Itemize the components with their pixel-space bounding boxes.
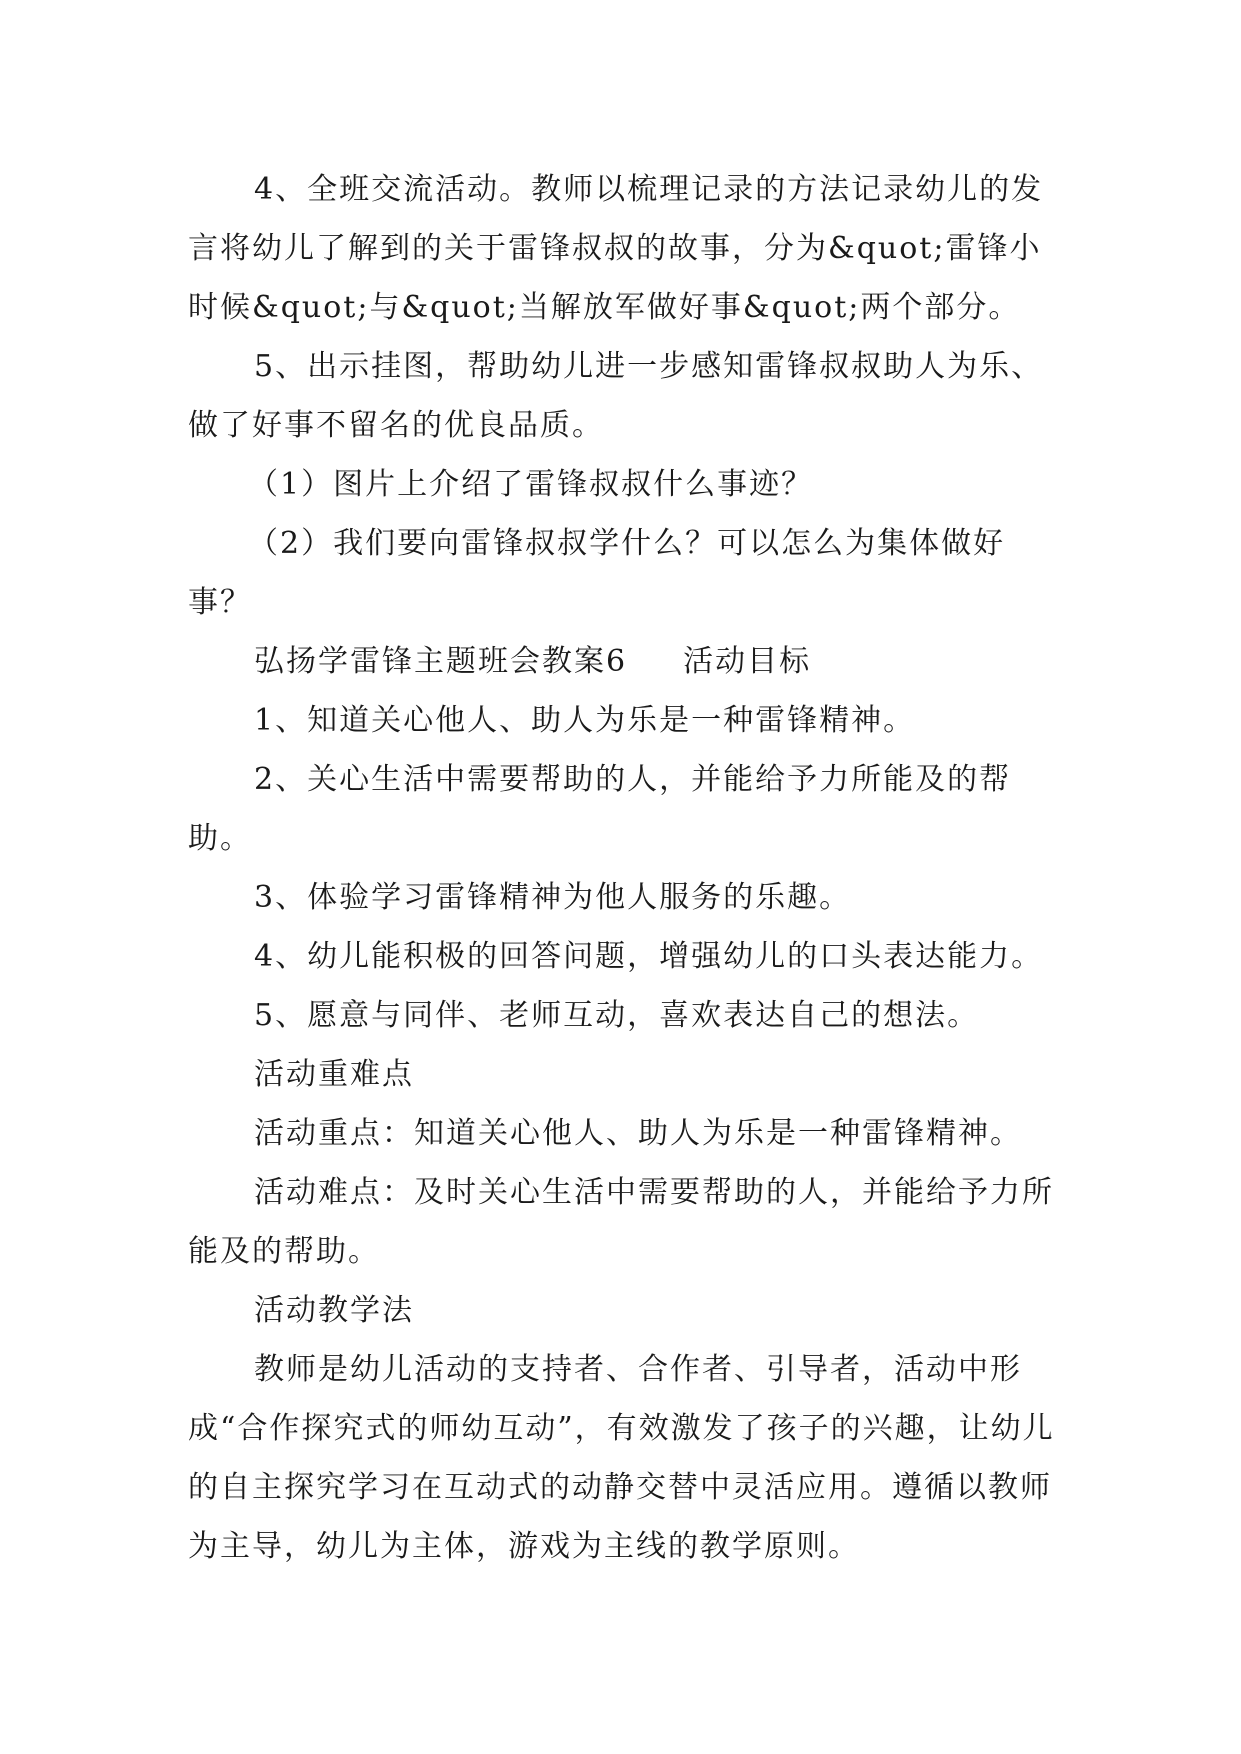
section-heading-goals: 活动目标 [683,644,812,679]
goal-3: 3、体验学习雷锋精神为他人服务的乐趣。 [254,880,852,915]
document-page [188,160,1068,1576]
paragraph-show-poster: 5、出示挂图，帮助幼儿进一步感知雷锋叔叔助人为乐、做了好事不留名的优良品质。 [188,349,1044,443]
difficult-point: 活动难点：及时关心生活中需要帮助的人，并能给予力所能及的帮助。 [188,1175,1054,1269]
lesson-title-line [188,632,1068,691]
paragraph-exchange-activity: 4、全班交流活动。教师以梳理记录的方法记录幼儿的发言将幼儿了解到的关于雷锋叔叔的故事，分为&quot;雷锋小时候&quot;与&quot;当解放军做好事&quot;两个部分。 [188,172,1044,325]
method-paragraph: 教师是幼儿活动的支持者、合作者、引导者，活动中形成“合作探究式的师幼互动”，有效激发了孩子的兴趣，让幼儿的自主探究学习在互动式的动静交替中灵活应用。遵循以教师为主导，幼儿为主体，游戏为主线的教学原则。 [188,1352,1055,1564]
question-2: （2）我们要向雷锋叔叔学什么？可以怎么为集体做好事？ [188,526,1006,620]
key-point: 活动重点：知道关心他人、助人为乐是一种雷锋精神。 [254,1116,1022,1151]
goal-2: 2、关心生活中需要帮助的人，并能给予力所能及的帮助。 [188,762,1012,856]
goal-1: 1、知道关心他人、助人为乐是一种雷锋精神。 [254,703,916,738]
goal-4: 4、幼儿能积极的回答问题，增强幼儿的口头表达能力。 [254,939,1044,974]
section-heading-method: 活动教学法 [254,1293,414,1328]
goal-5: 5、愿意与同伴、老师互动，喜欢表达自己的想法。 [254,998,980,1033]
lesson-title: 弘扬学雷锋主题班会教案6 [254,644,628,679]
question-1: （1）图片上介绍了雷锋叔叔什么事迹？ [248,467,814,502]
section-heading-key-points: 活动重难点 [254,1057,414,1092]
